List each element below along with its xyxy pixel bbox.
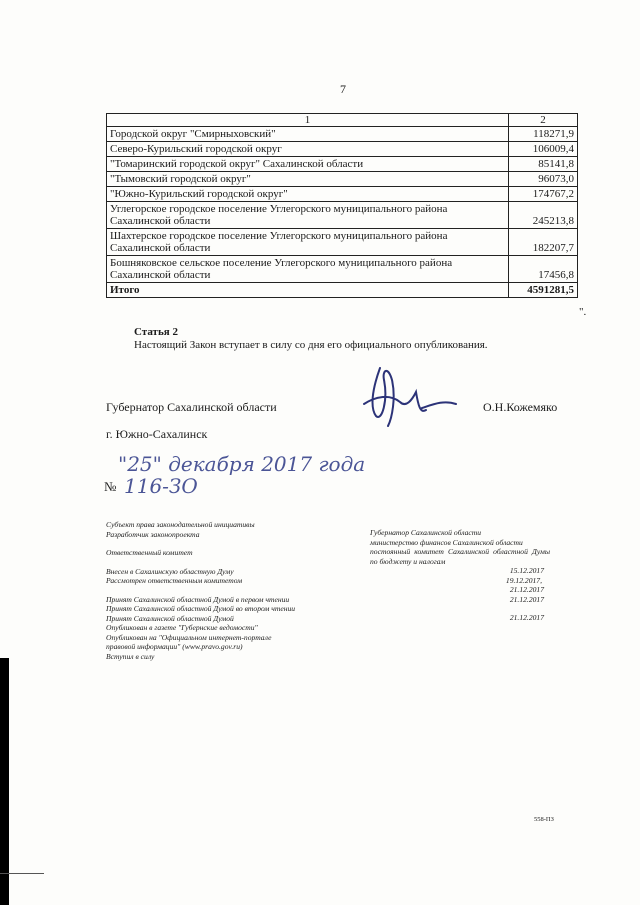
approval-label: Опубликован на "Официальном интернет-портале правовой информации" (www.pravo.gov.ru) <box>106 632 272 651</box>
governor-title: Губернатор Сахалинской области <box>106 400 277 414</box>
approval-date: 21.12.2017 <box>509 613 544 622</box>
column-header-2: 2 <box>509 114 578 127</box>
budget-table <box>106 113 578 298</box>
approval-date: 21.12.2017 <box>509 585 544 594</box>
total-row <box>107 283 578 298</box>
approval-label: Разработчик законопроекта <box>106 529 200 539</box>
amount-value: 182207,7 <box>509 229 578 256</box>
handwritten-date: "25" декабря 2017 года <box>118 452 366 476</box>
amount-value: 245213,8 <box>509 202 578 229</box>
approval-value: министерство финансов Сахалинской области <box>370 537 523 547</box>
table-row <box>107 172 578 187</box>
number-symbol: № <box>104 479 117 494</box>
table-header-row <box>107 114 578 127</box>
approval-label: Принят Сахалинской областной Думой в первом чтении <box>106 594 290 604</box>
table-row <box>107 229 578 256</box>
approval-values <box>370 528 550 623</box>
amount-value: 85141,8 <box>509 157 578 172</box>
total-label: Итого <box>107 283 509 298</box>
table-row <box>107 256 578 283</box>
city-name: г. Южно-Сахалинск <box>106 427 208 441</box>
handwritten-law-number: 116-ЗО <box>124 474 198 498</box>
table-row <box>107 127 578 142</box>
approval-date: 15.12.2017 <box>509 566 544 575</box>
approval-label: Вступил в силу <box>106 651 155 661</box>
handwritten-signature <box>362 360 472 430</box>
approval-value: постоянный комитет Сахалинской областной Думы по бюджету и налогам <box>370 547 550 566</box>
column-header-1: 1 <box>107 114 509 127</box>
approval-label: Субъект права законодательной инициативы <box>106 520 255 529</box>
table-row <box>107 142 578 157</box>
table-row <box>107 187 578 202</box>
governor-name: О.Н.Кожемяко <box>483 400 558 414</box>
municipality-name: Бошняковское сельское поселение Углегорского муниципального района Сахалинской области <box>107 256 509 283</box>
approval-value: Губернатор Сахалинской области <box>370 528 482 537</box>
municipality-name: Городской округ "Смирныховский" <box>107 127 509 142</box>
edge-line <box>0 873 44 874</box>
article-heading: Статья 2 <box>134 326 178 338</box>
amount-value: 174767,2 <box>509 187 578 202</box>
approval-label: Ответственный комитет <box>106 548 193 557</box>
approval-label: Опубликован в газете "Губернские ведомости" <box>106 623 258 632</box>
approval-label: Принят Сахалинской областной Думой во втором чтении <box>106 604 296 613</box>
approval-date: 19.12.2017, <box>505 575 542 585</box>
municipality-name: Северо-Курильский городской округ <box>107 142 509 157</box>
table-row <box>107 157 578 172</box>
document-code: 558-ПЗ <box>534 816 554 823</box>
municipality-name: "Южно-Курильский городской округ" <box>107 187 509 202</box>
municipality-name: "Тымовский городской округ" <box>107 172 509 187</box>
approval-label: Внесен в Сахалинскую областную Думу <box>106 566 234 576</box>
total-value: 4591281,5 <box>509 283 578 298</box>
amount-value: 118271,9 <box>509 127 578 142</box>
binding-edge <box>0 658 9 905</box>
closing-quote: ". <box>579 306 587 318</box>
amount-value: 106009,4 <box>509 142 578 157</box>
amount-value: 96073,0 <box>509 172 578 187</box>
table-row <box>107 202 578 229</box>
article-text: Настоящий Закон вступает в силу со дня его официального опубликования. <box>134 339 488 351</box>
page-number: 7 <box>340 82 346 96</box>
approval-label: Принят Сахалинской областной Думой <box>106 613 234 623</box>
municipality-name: Шахтерское городское поселение Углегорского муниципального района Сахалинской области <box>107 229 509 256</box>
municipality-name: "Томаринский городской округ" Сахалинской области <box>107 157 509 172</box>
municipality-name: Углегорское городское поселение Углегорского муниципального района Сахалинской области <box>107 202 509 229</box>
approval-labels <box>106 520 361 661</box>
amount-value: 17456,8 <box>509 256 578 283</box>
approval-label: Рассмотрен ответственным комитетом <box>106 576 243 585</box>
approval-date: 21.12.2017 <box>509 594 544 604</box>
